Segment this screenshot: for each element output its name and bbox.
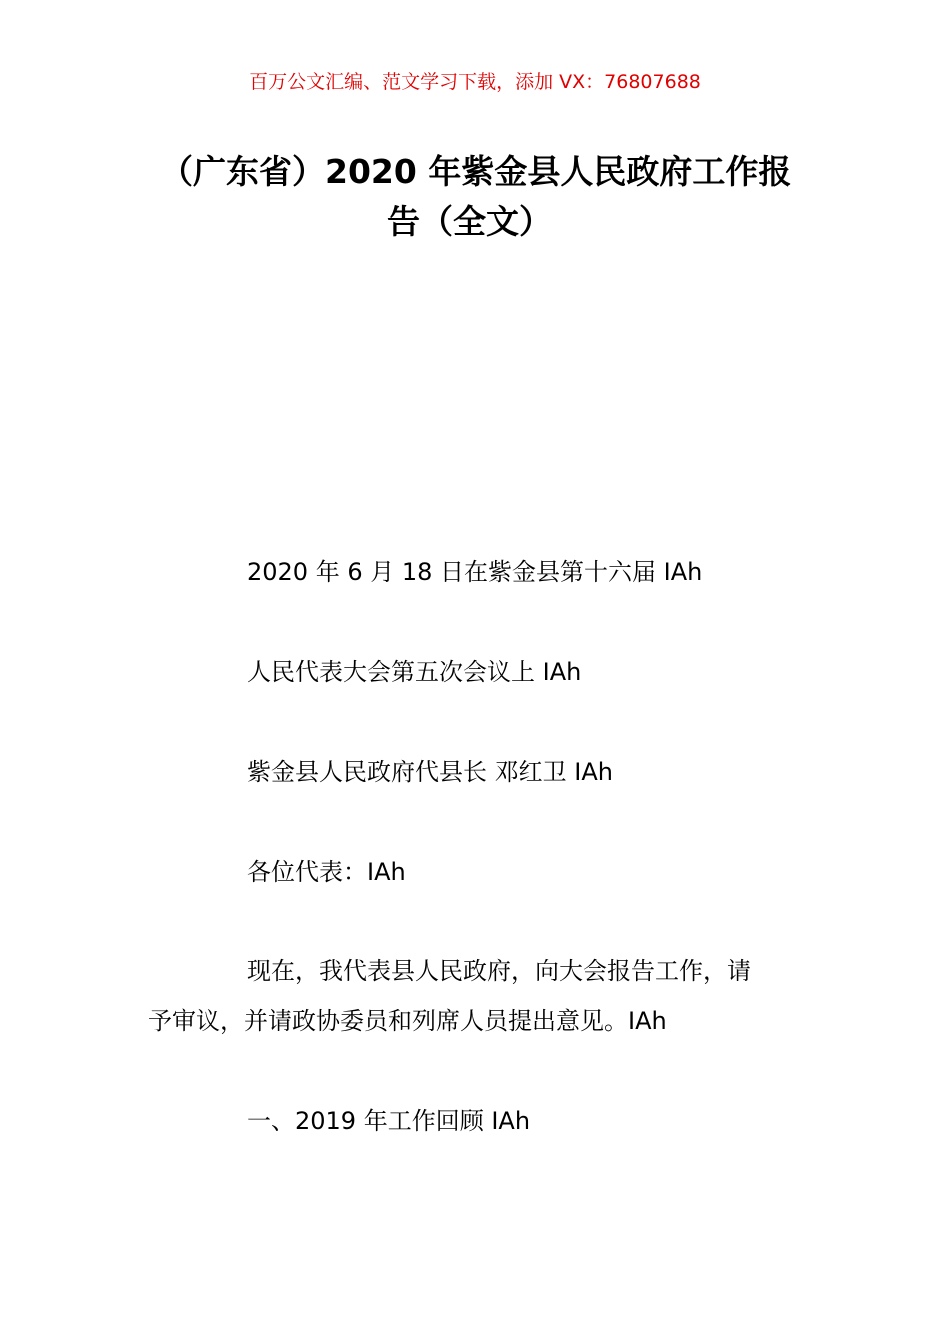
document-title-line-1: （广东省）2020 年紫金县人民政府工作报 [160, 152, 792, 191]
salutation-line: 各位代表：IAh [247, 858, 406, 886]
meeting-date-line: 2020 年 6 月 18 日在紫金县第十六届 IAh [247, 558, 703, 586]
document-title-line-2: 告（全文） [387, 202, 552, 241]
speaker-line: 紫金县人民政府代县长 邓红卫 IAh [247, 758, 613, 786]
meeting-name-line: 人民代表大会第五次会议上 IAh [247, 658, 582, 686]
header-banner: 百万公文汇编、范文学习下载，添加 VX：76807688 [249, 71, 701, 93]
section-heading: 一、2019 年工作回顾 IAh [247, 1107, 531, 1135]
intro-paragraph-line-1: 现在，我代表县人民政府，向大会报告工作，请 [247, 957, 751, 985]
intro-paragraph-line-2: 予审议，并请政协委员和列席人员提出意见。IAh [148, 1007, 667, 1035]
